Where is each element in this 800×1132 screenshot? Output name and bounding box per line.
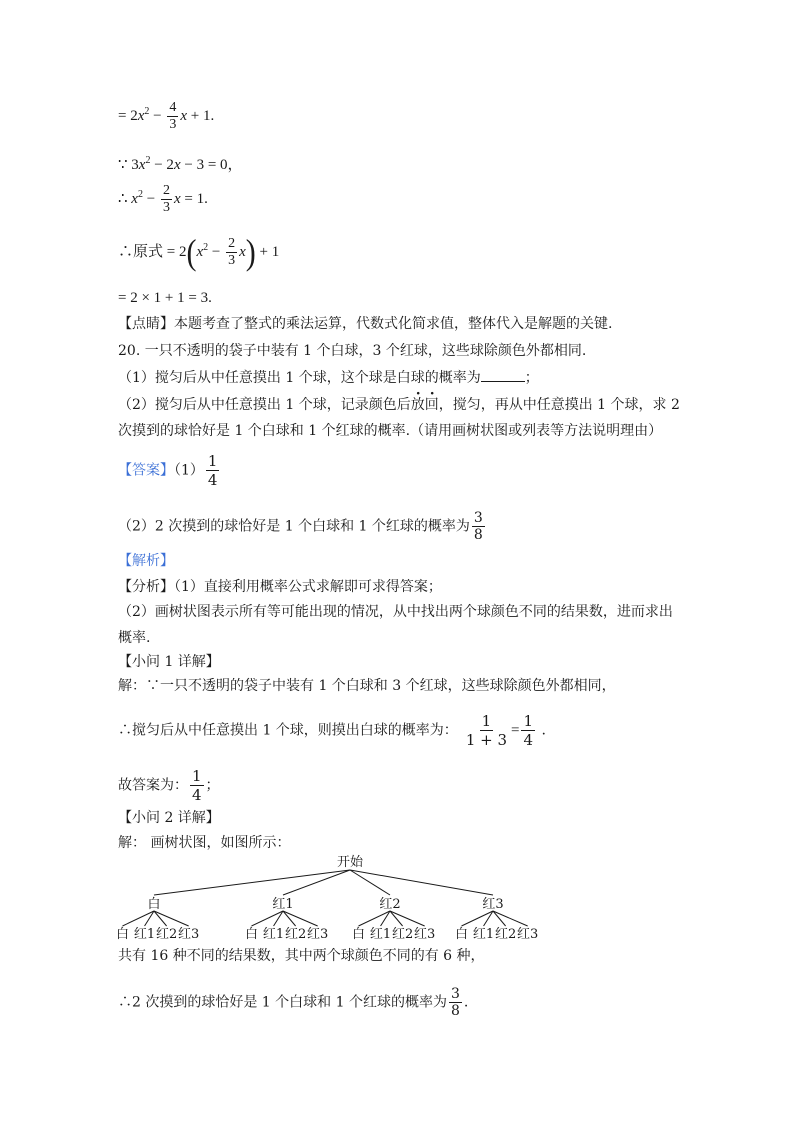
tree-branch-level1 [350, 870, 493, 895]
tree-branch-level1 [283, 870, 350, 895]
sub2-line-2: 共有 16 种不同的结果数，其中两个球颜色不同的有 6 种， [118, 948, 485, 964]
tree-branch-level2 [154, 911, 189, 926]
answer-line-1: 【答案】（1） $\frac{1}{4}$ [118, 452, 218, 489]
tree-branch-level1 [154, 870, 350, 895]
math-line-3: ∴ $x^2$ − $\frac{2}{3}$ x = 1. [118, 183, 208, 215]
tree-leaf: 红2 [494, 927, 517, 942]
analysis-fenxi-1: 【分析】（1）直接利用概率公式求解即可求得答案； [118, 579, 442, 595]
tree-leaf: 红2 [284, 927, 307, 942]
tree-leaf: 红1 [133, 927, 156, 942]
math-line-1: = $2x^2$ − $\frac{4}{3}$ x + 1. [118, 100, 215, 132]
math-line-2: ∵ $3x^2 - 2x - 3 = 0$， [118, 155, 243, 173]
tree-leaf: 红3 [517, 927, 539, 942]
tree-leaf: 白 [244, 927, 259, 942]
comment-note: 【点睛】本题考查了整式的乘法运算，代数式化简求值，整体代入是解题的关键. [118, 316, 613, 332]
tree-node-level1: 红2 [379, 897, 401, 912]
math-line-4: ∴原式 = $2(x^2$ − $\frac{2}{3}$ x) + 1 [118, 232, 280, 272]
tree-node-level1: 红3 [482, 897, 504, 912]
tree-leaf: 红3 [307, 927, 329, 942]
tree-leaf: 红1 [262, 927, 285, 942]
tree-branch-level2 [283, 911, 318, 926]
sub1-line-1: 解：∵一只不透明的袋子中装有 1 个白球和 3 个红球，这些球除颜色外都相同， [118, 678, 616, 694]
sub-question-2-title: 【小问 2 详解】 [118, 810, 220, 826]
sub1-line-2: ∴搅匀后从中任意摸出 1 个球，则摸出白球的概率为： $\frac{1}{1 + 3}$ = $\frac{1}{4}$ . [118, 712, 546, 749]
sub2-line-3: ∴2 次摸到的球恰好是 1 个白球和 1 个红球的概率为 $\frac{3}{8}$ . [118, 986, 469, 1019]
question-part-2-line-2: 次摸到的球恰好是 1 个白球和 1 个红球的概率.（请用画树状图或列表等方法说明理由） [118, 423, 663, 439]
tree-leaf: 红2 [391, 927, 414, 942]
probability-tree-diagram [115, 852, 558, 944]
tree-leaf: 白 [351, 927, 366, 942]
answer-line-2: （2）2 次摸到的球恰好是 1 个白球和 1 个红球的概率为 $\frac{3}{8}$ [118, 510, 483, 543]
tree-node-level1: 白 [147, 897, 161, 912]
tree-leaf: 红1 [369, 927, 392, 942]
analysis-fenxi-2: （2）画树状图表示所有等可能出现的情况，从中找出两个球颜色不同的结果数，进而求出 [118, 604, 673, 620]
math-line-5: = 2 × 1 + 1 = 3. [118, 290, 212, 306]
answer-blank [481, 367, 525, 382]
tree-leaf: 白 [115, 927, 130, 942]
tree-leaf: 红1 [472, 927, 495, 942]
analysis-tag: 【解析】 [118, 553, 174, 569]
tree-branch-level2 [493, 911, 528, 926]
tree-leaf: 红3 [414, 927, 436, 942]
tree-leaf: 白 [454, 927, 469, 942]
question-stem: 20. 一只不透明的袋子中装有 1 个白球，3 个红球，这些球除颜色外都相同. [118, 343, 587, 359]
tree-leaf: 红3 [178, 927, 200, 942]
analysis-fenxi-3: 概率. [118, 630, 151, 646]
tree-node-level1: 红1 [272, 897, 294, 912]
tree-branch-level2 [390, 911, 425, 926]
question-part-2-line-1: （2）搅匀后从中任意摸出 1 个球，记录颜色后放回，搅匀，再从中任意摸出 1 个球，求 2 [118, 397, 680, 413]
sub-question-1-title: 【小问 1 详解】 [118, 654, 220, 670]
sub1-line-3: 故答案为： $\frac{1}{4}$ ； [118, 767, 220, 804]
tree-root-label: 开始 [336, 855, 364, 870]
tree-leaf: 红2 [155, 927, 178, 942]
question-part-1: （1）搅匀后从中任意摸出 1 个球，这个球是白球的概率为 ； [118, 367, 539, 388]
answer-tag: 【答案】 [118, 462, 174, 479]
sub2-line-1: 解： 画树状图，如图所示： [118, 835, 291, 851]
